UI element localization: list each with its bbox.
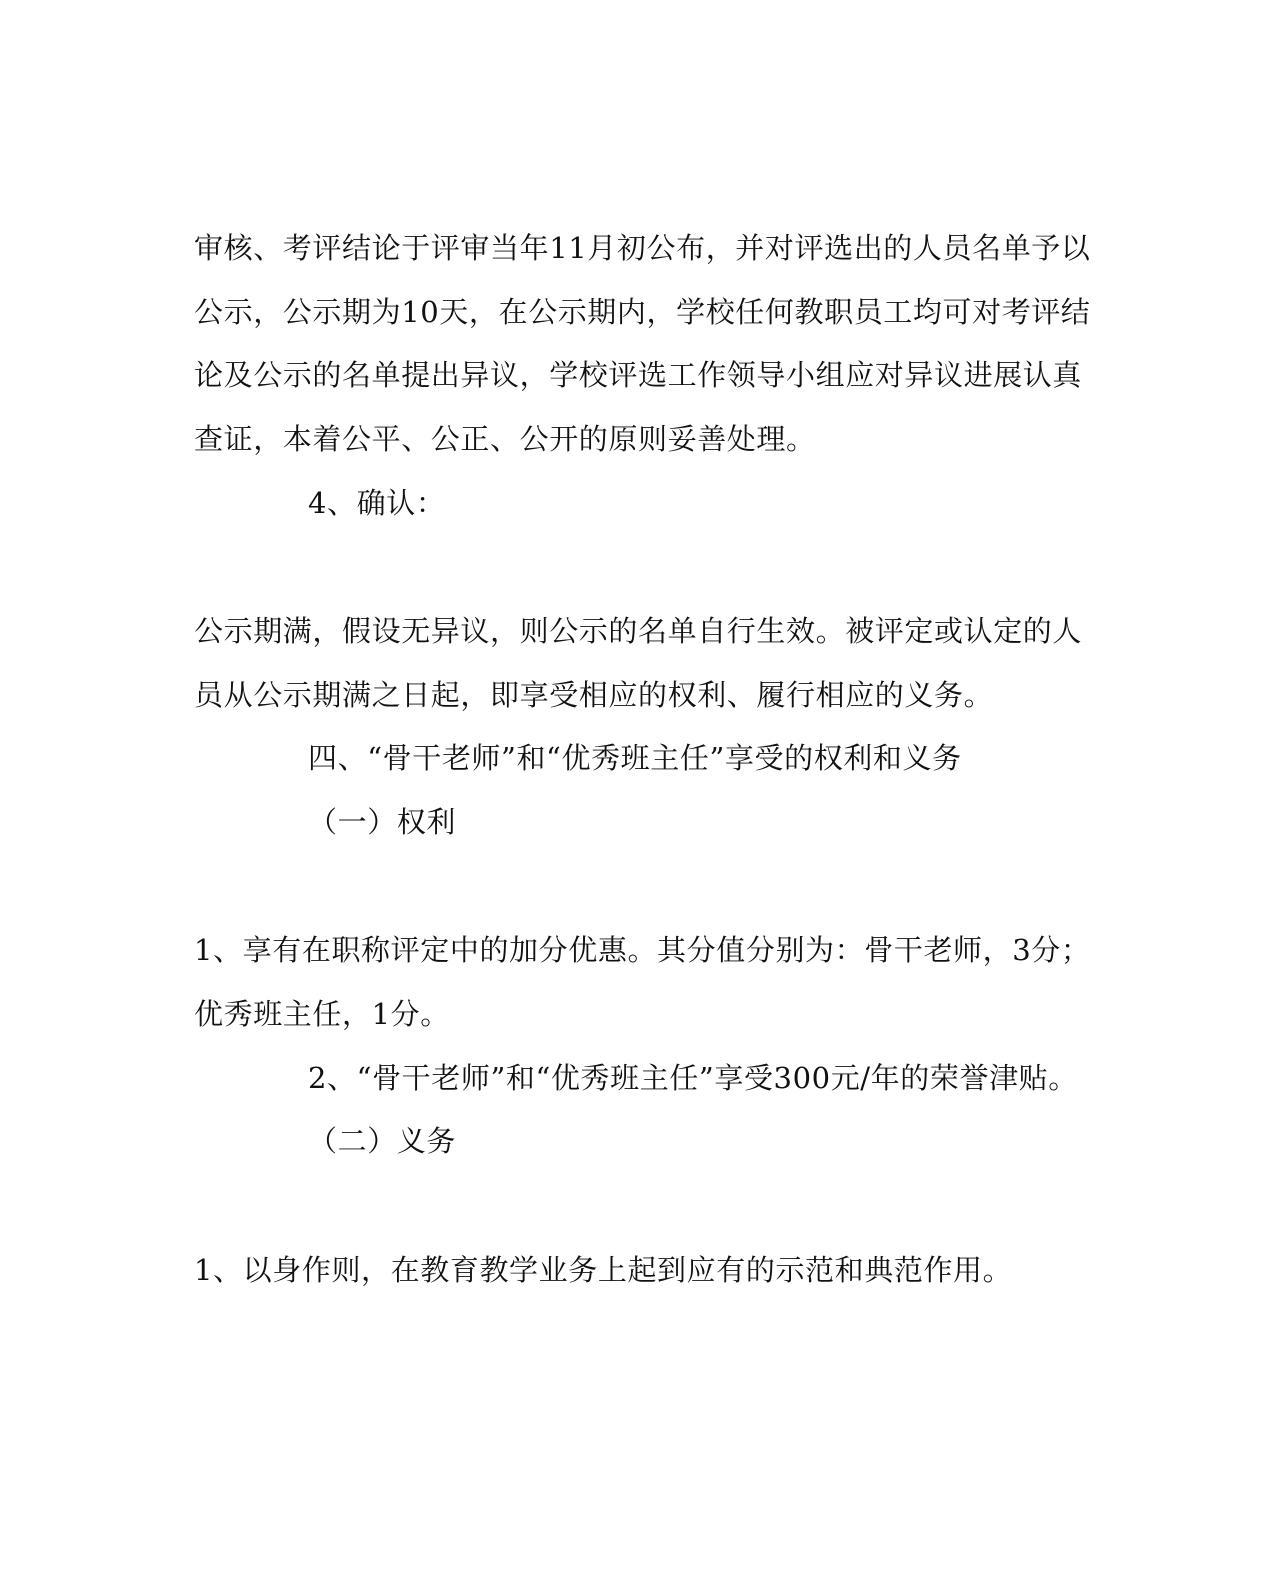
rights-item-1-line-1: 1、享有在职称评定中的加分优惠。其分值分别为：骨干老师，3分； (194, 933, 1091, 967)
paragraph-review-line-4: 查证，本着公平、公正、公开的原则妥善处理。 (194, 422, 816, 456)
subsection-rights-heading: （一）权利 (308, 805, 457, 839)
section-four-heading: 四、“骨干老师”和“优秀班主任”享受的权利和义务 (308, 741, 962, 775)
paragraph-confirm-line-2: 员从公示期满之日起，即享受相应的权利、履行相应的义务。 (194, 678, 994, 712)
rights-item-1-line-2: 优秀班主任，1分。 (194, 997, 450, 1031)
rights-item-2: 2、“骨干老师”和“优秀班主任”享受300元/年的荣誉津贴。 (308, 1061, 1078, 1095)
duties-item-1: 1、以身作则，在教育教学业务上起到应有的示范和典范作用。 (194, 1253, 1013, 1287)
section-confirm-heading: 4、确认： (308, 486, 446, 520)
paragraph-confirm-line-1: 公示期满，假设无异议，则公示的名单自行生效。被评定或认定的人 (194, 614, 1083, 648)
paragraph-review-line-3: 论及公示的名单提出异议，学校评选工作领导小组应对异议进展认真 (194, 358, 1083, 392)
paragraph-review-line-1: 审核、考评结论于评审当年11月初公布，并对评选出的人员名单予以 (194, 231, 1091, 265)
subsection-duties-heading: （二）义务 (308, 1124, 457, 1158)
paragraph-review-line-2: 公示，公示期为10天，在公示期内，学校任何教职员工均可对考评结 (194, 295, 1091, 329)
